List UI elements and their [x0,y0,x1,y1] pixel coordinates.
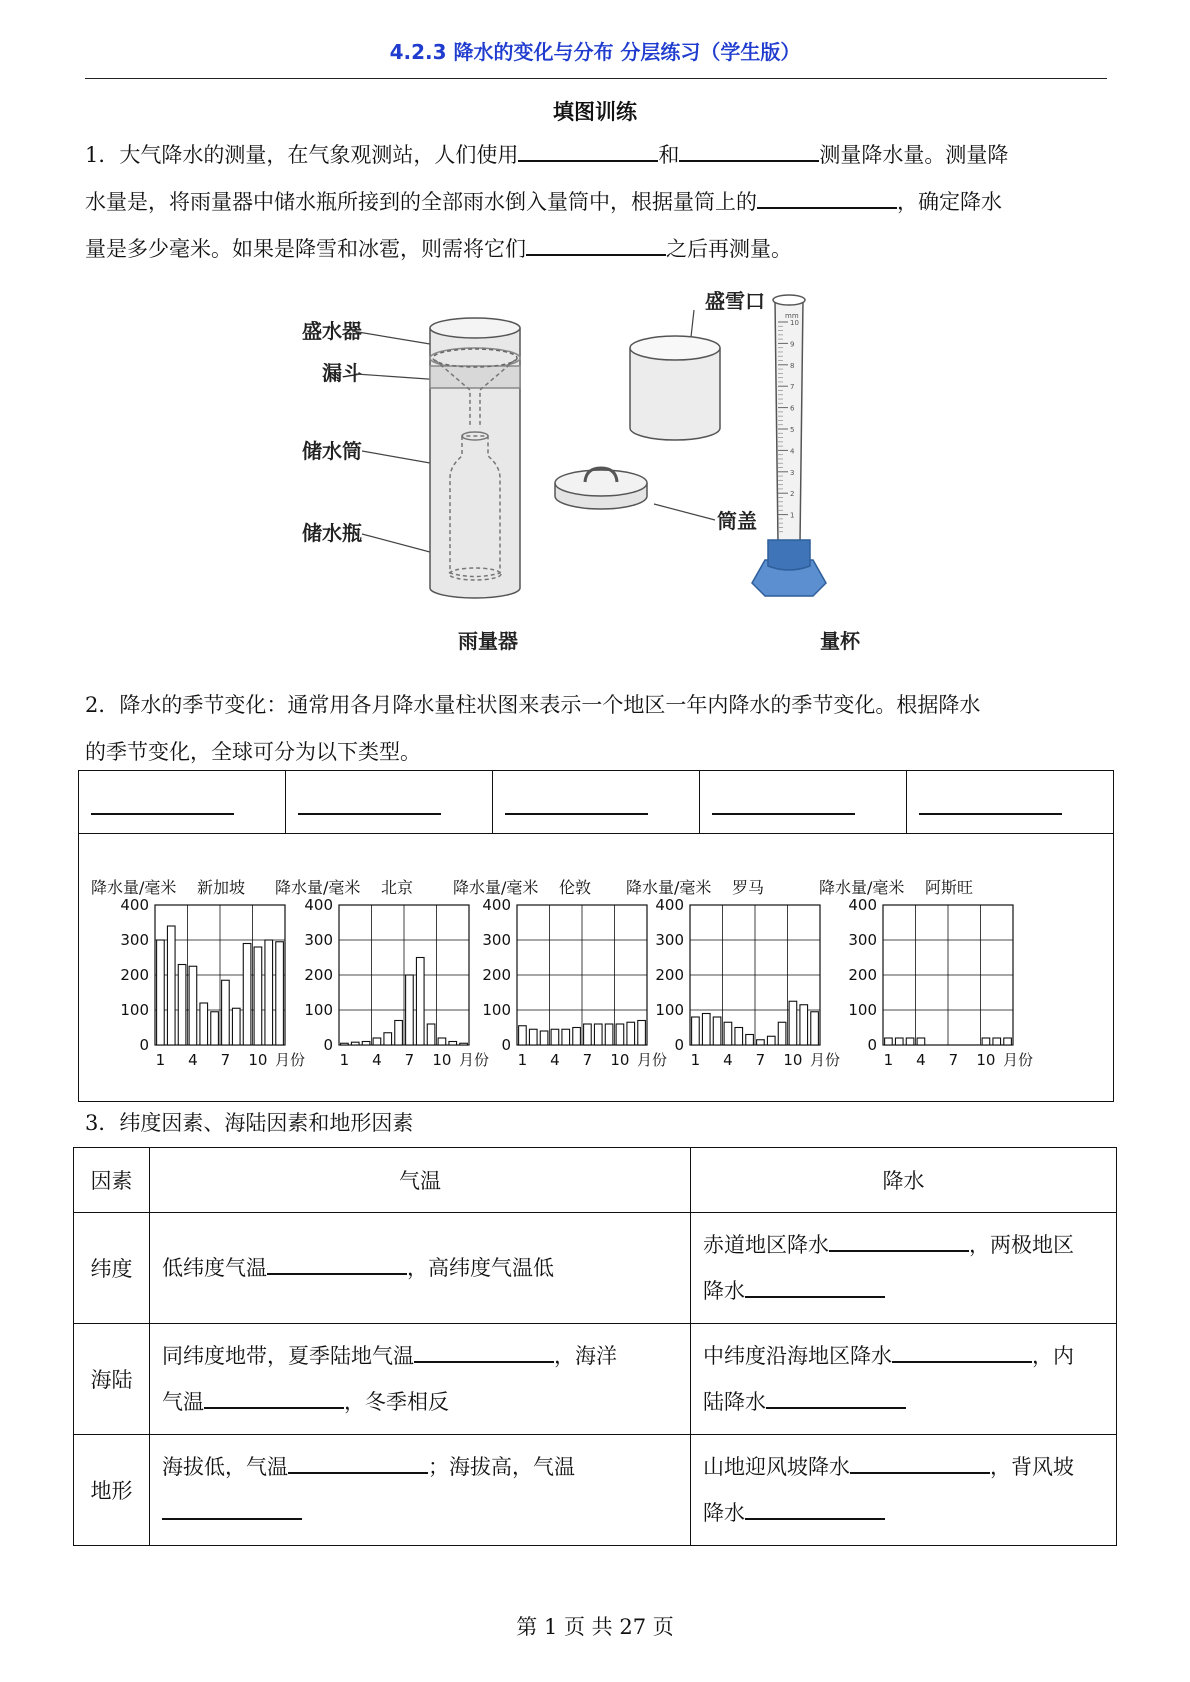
latitude-precip-blank-2[interactable] [745,1274,885,1298]
q1-text-2: 和 [658,143,680,167]
chart-bar [276,942,284,1045]
chart-bar [702,1014,710,1046]
cup-scale-number: 4 [790,447,795,456]
chart-x-tick-label: 1 [155,1051,166,1069]
chart-y-tick-label: 300 [482,931,511,949]
chart-title: 新加坡 [197,878,246,897]
season-blank-1[interactable] [91,795,234,815]
page-footer: 第 1 页 共 27 页 [516,1615,674,1639]
chart-y-tick-label: 300 [120,931,149,949]
factor-latitude: 纬度 [74,1213,150,1324]
latitude-temp-text-a: 低纬度气温 [162,1256,267,1280]
label-water-holder: 盛水器 [302,319,362,343]
q1-text-1: 1．大气降水的测量，在气象观测站，人们使用 [85,143,519,167]
chart-bar [362,1042,370,1046]
cup-scale-number: 3 [790,468,795,477]
factor-terrain: 地形 [74,1435,150,1546]
season-blank-4[interactable] [712,795,855,815]
chart-y-tick-label: 0 [139,1036,149,1054]
chart-x-tick-label: 10 [976,1051,996,1069]
q1-text-6: 量是多少毫米。如果是降雪和冰雹，则需将它们 [85,237,526,261]
chart-bar [746,1035,754,1046]
precip-chart-1 [91,878,305,1069]
chart-bar [243,944,251,1046]
chart-bar [573,1028,581,1046]
chart-ylabel: 降水量/毫米 [91,878,177,897]
label-storage-bottle: 储水瓶 [302,521,362,545]
q2-text-2: 的季节变化，全球可分为以下类型。 [85,740,421,764]
rain-gauge-diagram [280,278,900,658]
table-row-terrain [74,1435,1117,1546]
chart-xlabel: 月份 [637,1051,668,1069]
chart-y-tick-label: 400 [304,896,333,914]
chart-bar [395,1021,403,1046]
chart-bar [584,1024,592,1045]
chart-y-tick-label: 100 [482,1001,511,1019]
label-funnel: 漏斗 [322,361,362,385]
cup-scale-number: 1 [790,511,795,520]
chart-bar [885,1038,893,1045]
land-sea-temp-text-d: ，冬季相反 [344,1390,449,1414]
season-cell-2 [286,771,493,833]
chart-x-tick-label: 10 [248,1051,268,1069]
q1-blank-1[interactable] [518,138,658,162]
latitude-precip-text-b: ，两极地区 [969,1233,1074,1257]
chart-bar [341,1043,349,1045]
chart-x-tick-label: 10 [432,1051,452,1069]
chart-bar [178,965,186,1046]
chart-bar [605,1024,613,1045]
chart-bar [594,1024,602,1045]
chart-title: 伦敦 [559,878,592,897]
latitude-temp-blank[interactable] [267,1251,407,1275]
label-storage-tube: 储水筒 [302,439,362,463]
season-cell-4 [700,771,907,833]
chart-xlabel: 月份 [1003,1051,1034,1069]
chart-bar [993,1038,1001,1045]
table-row-latitude [74,1213,1117,1324]
measuring-cup-figure [752,295,826,596]
chart-x-tick-label: 4 [188,1051,198,1069]
q1-blank-4[interactable] [526,232,666,256]
rain-gauge-figure [430,318,520,598]
chart-bar [735,1028,743,1046]
precip-chart-2 [275,878,489,1069]
chart-x-tick-label: 1 [883,1051,894,1069]
snow-mouth-figure [630,336,720,440]
chart-bar [200,1003,208,1045]
chart-xlabel: 月份 [275,1051,306,1069]
chart-ylabel: 降水量/毫米 [275,878,361,897]
chart-bar [519,1026,527,1045]
chart-bar [895,1038,903,1045]
chart-bar [406,975,414,1045]
season-blank-3[interactable] [505,795,648,815]
chart-x-tick-label: 7 [582,1051,593,1069]
chart-y-tick-label: 200 [120,966,149,984]
chart-ylabel: 降水量/毫米 [453,878,539,897]
terrain-temp-text-a: 海拔低，气温 [162,1455,288,1479]
latitude-temp-text-b: ，高纬度气温低 [407,1256,554,1280]
terrain-precip-blank-2[interactable] [745,1496,885,1520]
terrain-precip-cell [691,1435,1117,1546]
chart-bar [982,1038,990,1045]
terrain-temp-blank-1[interactable] [288,1450,428,1474]
chart-y-tick-label: 0 [501,1036,511,1054]
chart-y-tick-label: 300 [848,931,877,949]
chart-bar [767,1036,775,1045]
chart-x-tick-label: 4 [550,1051,560,1069]
chart-bar [254,947,262,1045]
chart-bar [638,1021,646,1046]
latitude-precip-blank-1[interactable] [829,1228,969,1252]
chart-y-tick-label: 300 [304,931,333,949]
chart-y-tick-label: 100 [120,1001,149,1019]
chart-bar [449,1042,457,1046]
cup-scale-number: 5 [790,426,795,434]
chart-y-tick-label: 200 [304,966,333,984]
chart-y-tick-label: 400 [848,896,877,914]
latitude-temp-cell [150,1213,691,1324]
season-blank-row [79,771,1113,834]
factors-table [73,1147,1117,1546]
chart-bar [627,1022,635,1045]
chart-xlabel: 月份 [459,1051,490,1069]
q2-text-1: 2．降水的季节变化：通常用各月降水量柱状图来表示一个地区一年内降水的季节变化。根据降水 [85,693,981,717]
chart-x-tick-label: 4 [723,1051,733,1069]
chart-title: 罗马 [732,878,765,897]
chart-bar [917,1038,925,1045]
precipitation-charts [79,835,1113,1099]
terrain-temp-text-b: ；海拔高，气温 [428,1455,575,1479]
chart-bar [416,958,424,1046]
chart-bar [384,1033,392,1045]
season-cell-5 [907,771,1113,833]
land-sea-temp-blank-2[interactable] [204,1385,344,1409]
land-sea-precip-blank-1[interactable] [892,1339,1032,1363]
terrain-temp-blank-2[interactable] [162,1496,302,1520]
chart-x-tick-label: 7 [755,1051,766,1069]
chart-bar [616,1024,624,1045]
land-sea-precip-text-a: 中纬度沿海地区降水 [703,1344,892,1368]
precip-chart-3 [453,878,667,1069]
cup-scale-unit: mm [785,312,799,320]
chart-bar [529,1029,537,1045]
chart-bar [757,1040,765,1045]
q1-text-5: ，确定降水 [897,190,1002,214]
latitude-precip-text-c: 降水 [703,1279,745,1303]
cup-scale-number: 8 [790,361,795,370]
chart-x-tick-label: 10 [783,1051,803,1069]
season-cell-3 [493,771,700,833]
chart-bar [232,1008,240,1045]
terrain-precip-text-c: 降水 [703,1501,745,1525]
q1-text-4: 水量是，将雨量器中储水瓶所接到的全部雨水倒入量筒中，根据量筒上的 [85,190,757,214]
cup-scale-number: 10 [790,319,799,327]
season-cell-1 [79,771,286,833]
label-rain-gauge: 雨量器 [458,629,518,653]
chart-bar [789,1001,797,1045]
question-1 [85,132,1107,273]
chart-bar [692,1017,700,1045]
q1-blank-3[interactable] [757,185,897,209]
chart-ylabel: 降水量/毫米 [819,878,905,897]
land-sea-temp-blank-1[interactable] [414,1339,554,1363]
terrain-precip-blank-1[interactable] [850,1450,990,1474]
land-sea-temp-text-c: 气温 [162,1390,204,1414]
section-title: 填图训练 [553,100,637,124]
terrain-precip-text-b: ，背风坡 [990,1455,1074,1479]
chart-bar [373,1038,381,1045]
chart-x-tick-label: 7 [404,1051,415,1069]
chart-bar [906,1038,914,1045]
chart-ylabel: 降水量/毫米 [626,878,712,897]
chart-y-tick-label: 100 [304,1001,333,1019]
chart-bar [800,1005,808,1045]
chart-x-tick-label: 10 [610,1051,630,1069]
precip-chart-5 [819,878,1033,1069]
factors-header-row [74,1148,1117,1213]
land-sea-precip-cell [691,1324,1117,1435]
cup-scale-number: 7 [790,383,795,392]
chart-bar [540,1031,548,1045]
chart-y-tick-label: 0 [674,1036,684,1054]
label-lid: 筒盖 [717,509,757,533]
land-sea-precip-blank-2[interactable] [766,1385,906,1409]
chart-y-tick-label: 0 [323,1036,333,1054]
chart-title: 北京 [381,878,414,897]
chart-y-tick-label: 200 [655,966,684,984]
chart-bar [724,1022,732,1045]
chart-bar [427,1024,435,1045]
chart-x-tick-label: 1 [517,1051,528,1069]
table-row-land-sea [74,1324,1117,1435]
land-sea-temp-cell [150,1324,691,1435]
season-type-table [78,770,1114,1102]
chart-bar [811,1012,819,1045]
season-blank-5[interactable] [919,795,1062,815]
terrain-temp-cell [150,1435,691,1546]
chart-bar [211,1012,219,1045]
chart-x-tick-label: 7 [948,1051,959,1069]
land-sea-temp-text-a: 同纬度地带，夏季陆地气温 [162,1344,414,1368]
chart-y-tick-label: 300 [655,931,684,949]
chart-bar [778,1022,786,1045]
chart-bar [265,940,273,1045]
chart-bar [438,1038,446,1045]
cup-scale-number: 6 [790,404,795,413]
question-2 [85,682,1107,776]
chart-title: 阿斯旺 [925,878,974,897]
chart-x-tick-label: 1 [690,1051,701,1069]
chart-bar [157,940,165,1045]
chart-bar [562,1029,570,1045]
chart-y-tick-label: 400 [120,896,149,914]
q1-blank-2[interactable] [679,138,819,162]
header-temp: 气温 [150,1148,691,1213]
q3-title: 3．纬度因素、海陆因素和地形因素 [85,1111,414,1135]
chart-x-tick-label: 1 [339,1051,350,1069]
chart-bar [713,1017,721,1045]
chart-bar [1004,1038,1012,1045]
header-rule [85,78,1107,79]
land-sea-precip-text-c: 陆降水 [703,1390,766,1414]
chart-y-tick-label: 0 [867,1036,877,1054]
chart-y-tick-label: 200 [848,966,877,984]
cup-scale-number: 9 [790,340,795,349]
q1-text-3: 测量降水量。测量降 [819,143,1009,167]
q1-text-7: 之后再测量。 [666,237,792,261]
label-measuring-cup: 量杯 [820,629,860,653]
factor-land-sea: 海陆 [74,1324,150,1435]
season-blank-2[interactable] [298,795,441,815]
land-sea-precip-text-b: ，内 [1032,1344,1074,1368]
chart-bar [460,1043,468,1045]
chart-y-tick-label: 100 [655,1001,684,1019]
chart-bar [551,1029,559,1045]
land-sea-temp-text-b: ，海洋 [554,1344,617,1368]
chart-y-tick-label: 200 [482,966,511,984]
header-factor: 因素 [74,1148,150,1213]
chart-x-tick-label: 7 [220,1051,231,1069]
chart-bar [351,1042,359,1045]
label-snow-mouth: 盛雪口 [705,289,765,313]
terrain-precip-text-a: 山地迎风坡降水 [703,1455,850,1479]
chart-y-tick-label: 400 [655,896,684,914]
header-precip: 降水 [691,1148,1117,1213]
chart-xlabel: 月份 [810,1051,841,1069]
chart-bar [167,926,175,1045]
chart-bar [189,966,197,1045]
chart-bar [222,980,230,1045]
chart-x-tick-label: 4 [916,1051,926,1069]
lid-figure [555,468,647,509]
precip-chart-4 [626,878,840,1069]
chart-x-tick-label: 4 [372,1051,382,1069]
page-header-title: 4.2.3 降水的变化与分布 分层练习（学生版） [389,40,801,64]
chart-y-tick-label: 100 [848,1001,877,1019]
chart-y-tick-label: 400 [482,896,511,914]
latitude-precip-text-a: 赤道地区降水 [703,1233,829,1257]
cup-scale-number: 2 [790,490,795,499]
latitude-precip-cell [691,1213,1117,1324]
